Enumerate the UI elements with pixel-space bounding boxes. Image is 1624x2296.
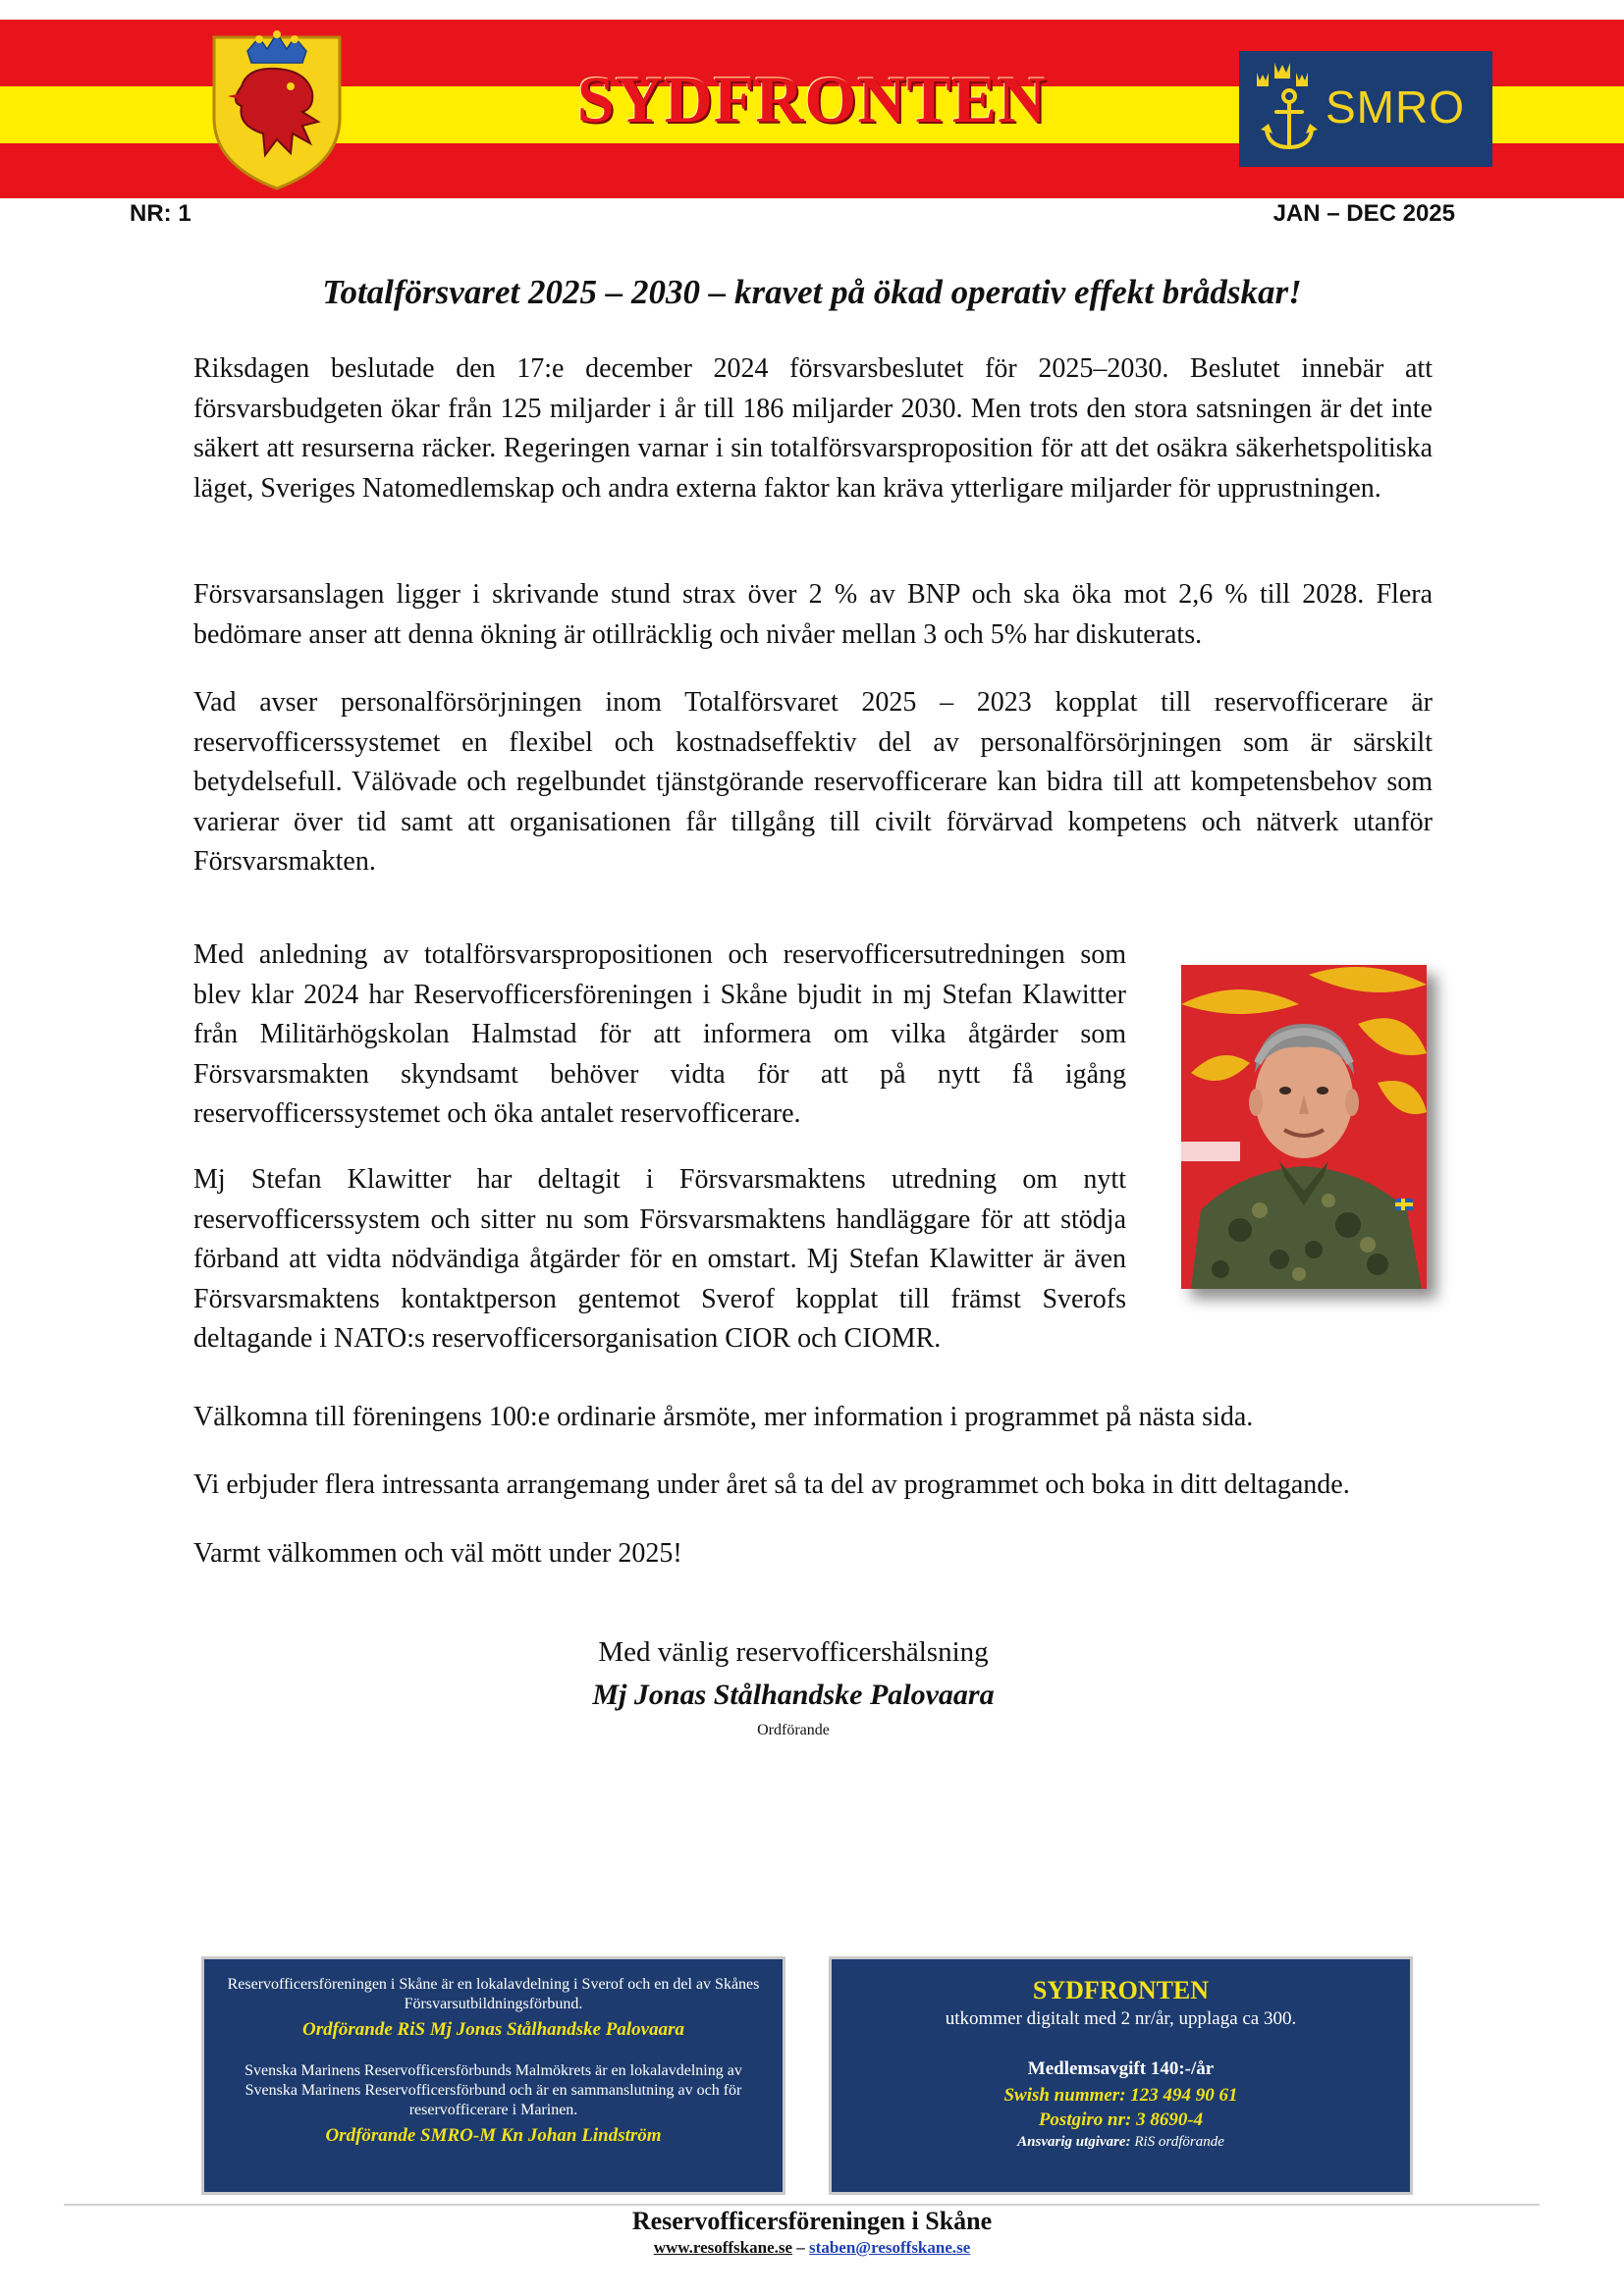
skane-coat-of-arms-icon [208, 27, 346, 192]
portrait-photo [1181, 965, 1427, 1289]
footer-separator: – [796, 2238, 805, 2257]
email-link[interactable]: staben@resoffskane.se [809, 2238, 971, 2257]
article-paragraph-4: Med anledning av totalförsvarspropositionen och reservofficersutredningen som blev klar 2024 har Reservofficersföreningen i Skåne bjudit in mj Stefan Klawitter från Militärhögskolan Halmstad för att informera om vilka åtgärder som Försvarsmakten skyndsamt behöver vidta för att på nytt få igång reservofficerssystemet och öka antalet reservofficerare. [193, 939, 1126, 1129]
article-paragraph-1: Riksdagen beslutade den 17:e december 2024 försvarsbeslutet för 2025–2030. Beslutet innebär att försvarsbudgeten ökar från 125 miljarder i år till 186 miljarder 2030. Men trots den stora satsningen är det inte säkert att resurserna räcker. Regeringen varnar i sin totalförsvarsproposition för att det osäkra säkerhetspolitiska läget, Sveriges Natomedlemskap och andra externa faktor kan kräva ytterligare miljarder för upprustningen. [193, 353, 1433, 504]
article-paragraph-7: Vi erbjuder flera intressanta arrangemang under året så ta del av programmet och boka in ditt deltagande. [193, 1469, 1350, 1500]
ris-description: Reservofficersföreningen i Skåne är en lokalavdelning i Sverof och en del av Skånes Försvarsutbildningsförbund. [227, 1976, 760, 2012]
article-paragraph-2: Försvarsanslagen ligger i skrivande stund strax över 2 % av BNP och ska öka mot 2,6 % till 2028. Flera bedömare anser att denna ökning är otillräcklig och nivåer mellan 3 och 5% har diskuterats. [193, 579, 1433, 650]
smro-description: Svenska Marinens Reservofficersförbunds Malmökrets är en lokalavdelning av Svenska Marinens Reservofficersförbund och är en sammanslutning av och för reservofficerare i Marinen. [244, 2062, 742, 2118]
article-paragraph-3: Vad avser personalförsörjningen inom Totalförsvaret 2025 – 2023 kopplat till reservofficerare är reservofficerssystemet en flexibel och kostnadseffektiv del av personalförsörjningen som är särskilt betydelsefull. Välövade och regelbundet tjänstgörande reservofficerare kan bidra till att kompetensbehov som varierar över tid samt att organisationen får tillgång till civilt förvärvad kompetens och nätverk utanför Försvarsmakten. [193, 687, 1433, 877]
issue-number: NR: 1 [130, 200, 191, 227]
article-paragraph-5: Mj Stefan Klawitter har deltagit i Försvarsmaktens utredning om nytt reservofficerssystem och sitter nu som Försvarsmaktens handläggare för att stödja förband att vidta nödvändiga åtgärder för en omstart. Mj Stefan Klawitter är även Försvarsmaktens kontaktperson gentemot Sverof kopplat till främst Sverofs deltagande i NATO:s reservofficersorganisation CIOR och CIOMR. [193, 1164, 1126, 1354]
info-box-associations [201, 1956, 785, 2195]
article-paragraph-6: Välkomna till föreningens 100:e ordinarie årsmöte, mer information i programmet på nästa sida. [193, 1402, 1254, 1432]
smro-logo-text: SMRO [1326, 81, 1465, 133]
signature-greeting: Med vänlig reservofficershälsning [598, 1636, 989, 1668]
publication-title: SYDFRONTEN [1032, 1976, 1210, 2004]
issue-period: JAN – DEC 2025 [1272, 200, 1455, 227]
masthead-title: SYDFRONTEN [576, 62, 1048, 136]
publisher-line [832, 2132, 1410, 2152]
swish-number: Swish nummer: 123 494 90 61 [1003, 2085, 1238, 2106]
website-link[interactable]: www.resoffskane.se [653, 2238, 793, 2257]
footer-organization: Reservofficersföreningen i Skåne [631, 2207, 993, 2235]
signature-name: Mj Jonas Stålhandske Palovaara [592, 1679, 995, 1711]
smro-chair: Ordförande SMRO-M Kn Johan Lindström [325, 2125, 662, 2146]
publisher-value: RiS ordförande [1134, 2134, 1224, 2150]
ris-chair: Ordförande RiS Mj Jonas Stålhandske Palovaara [301, 2019, 685, 2040]
info-box-publication [829, 1956, 1413, 2195]
publisher-label: Ansvarig utgivare: [1017, 2134, 1131, 2150]
article-paragraph-8: Varmt välkommen och väl mött under 2025! [193, 1538, 682, 1569]
anchor-crown-icon [1255, 59, 1324, 157]
membership-fee: Medlemsavgift 140:-/år [1027, 2058, 1215, 2079]
signature-role: Ordförande [757, 1722, 830, 1738]
footer-divider [64, 2204, 1540, 2206]
postgiro-number: Postgiro nr: 3 8690-4 [1038, 2109, 1204, 2130]
smro-logo [1239, 51, 1492, 167]
footer-links [0, 2238, 1624, 2258]
publication-subtitle: utkommer digitalt med 2 nr/år, upplaga ca 300. [945, 2008, 1297, 2029]
article-headline: Totalförsvaret 2025 – 2030 – kravet på ökad operativ effekt brådskar! [322, 273, 1302, 311]
